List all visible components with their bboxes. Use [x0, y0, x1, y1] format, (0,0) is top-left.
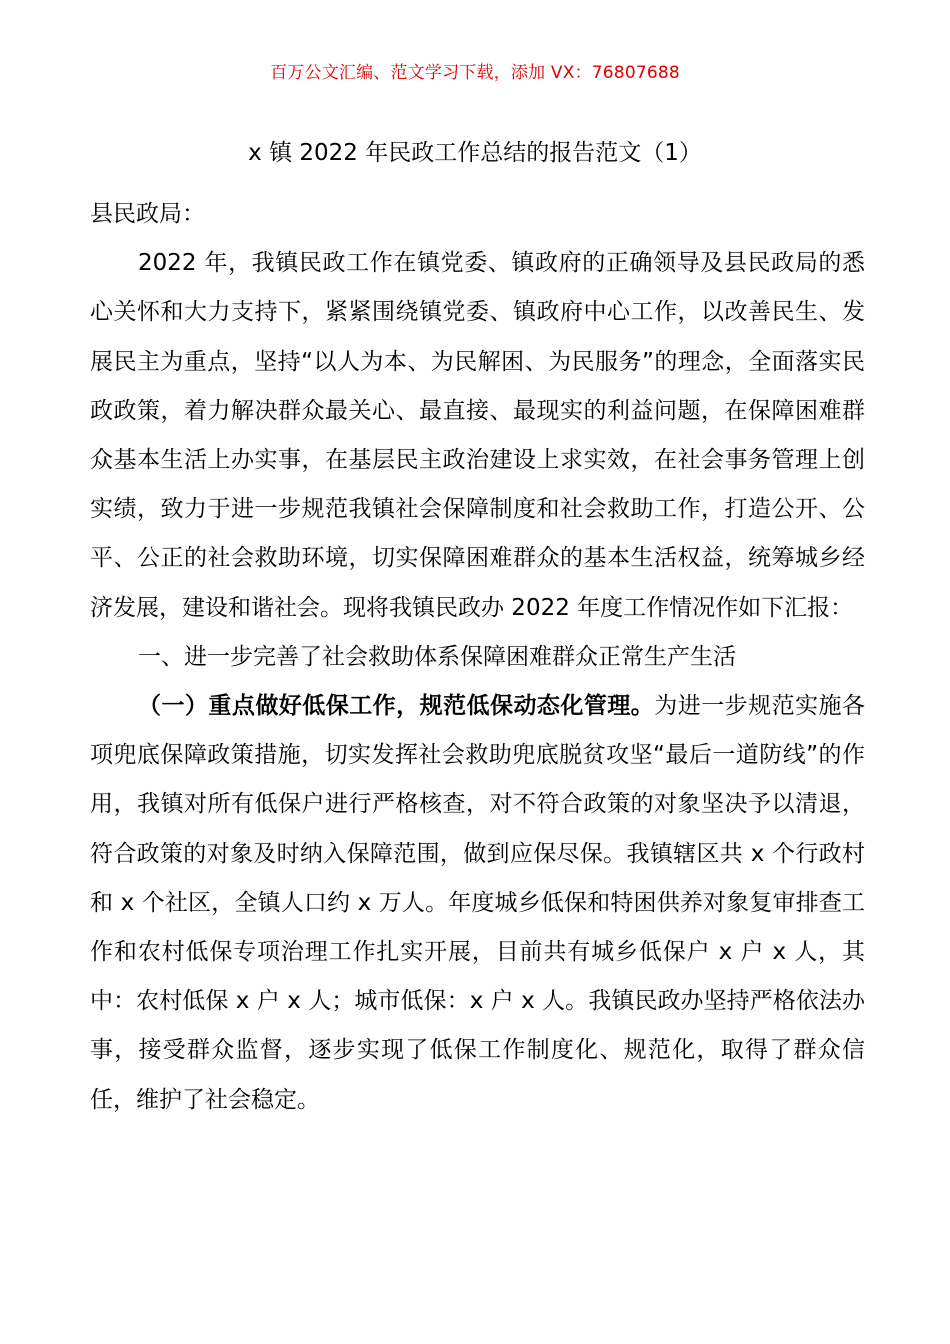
document-body [90, 190, 865, 1125]
intro-paragraph: 2022 年，我镇民政工作在镇党委、镇政府的正确领导及县民政局的悉心关怀和大力支持下，紧紧围绕镇党委、镇政府中心工作，以改善民生、发展民主为重点，坚持“以人为本、为民解困、为民服务”的理念，全面落实民政政策，着力解决群众最关心、最直接、最现实的利益问题，在保障困难群众基本生活上办实事，在基层民主政治建设上求实效，在社会事务管理上创实绩，致力于进一步规范我镇社会保障制度和社会救助工作，打造公开、公平、公正的社会救助环境，切实保障困难群众的基本生活权益，统筹城乡经济发展，建设和谐社会。现将我镇民政办 2022 年度工作情况作如下汇报： [90, 250, 865, 621]
subsection-heading-1: （一）重点做好低保工作，规范低保动态化管理。 [138, 693, 655, 720]
subsection-paragraph-1 [90, 682, 865, 1125]
document-title: x 镇 2022 年民政工作总结的报告范文（1） [248, 140, 702, 166]
promo-header: 百万公文汇编、范文学习下载，添加 VX：76807688 [270, 63, 680, 83]
subsection-text-1: 为进一步规范实施各项兜底保障政策措施，切实发挥社会救助兜底脱贫攻坚“最后一道防线”的作用，我镇对所有低保户进行严格核查，对不符合政策的对象坚决予以清退，符合政策的对象及时纳入保障范围，做到应保尽保。我镇辖区共 x 个行政村和 x 个社区，全镇人口约 x 万人。年度城乡低保和特困供养对象复审排查工作和农村低保专项治理工作扎实开展，目前共有城乡低保户 x 户 x 人，其中：农村低保 x 户 x 人；城市低保：x 户 x 人。我镇民政办坚持严格依法办事，接受群众监督，逐步实现了低保工作制度化、规范化，取得了群众信任，维护了社会稳定。 [90, 693, 866, 1113]
section-heading-1: 一、进一步完善了社会救助体系保障困难群众正常生产生活 [138, 643, 736, 670]
salutation: 县民政局： [90, 201, 205, 227]
